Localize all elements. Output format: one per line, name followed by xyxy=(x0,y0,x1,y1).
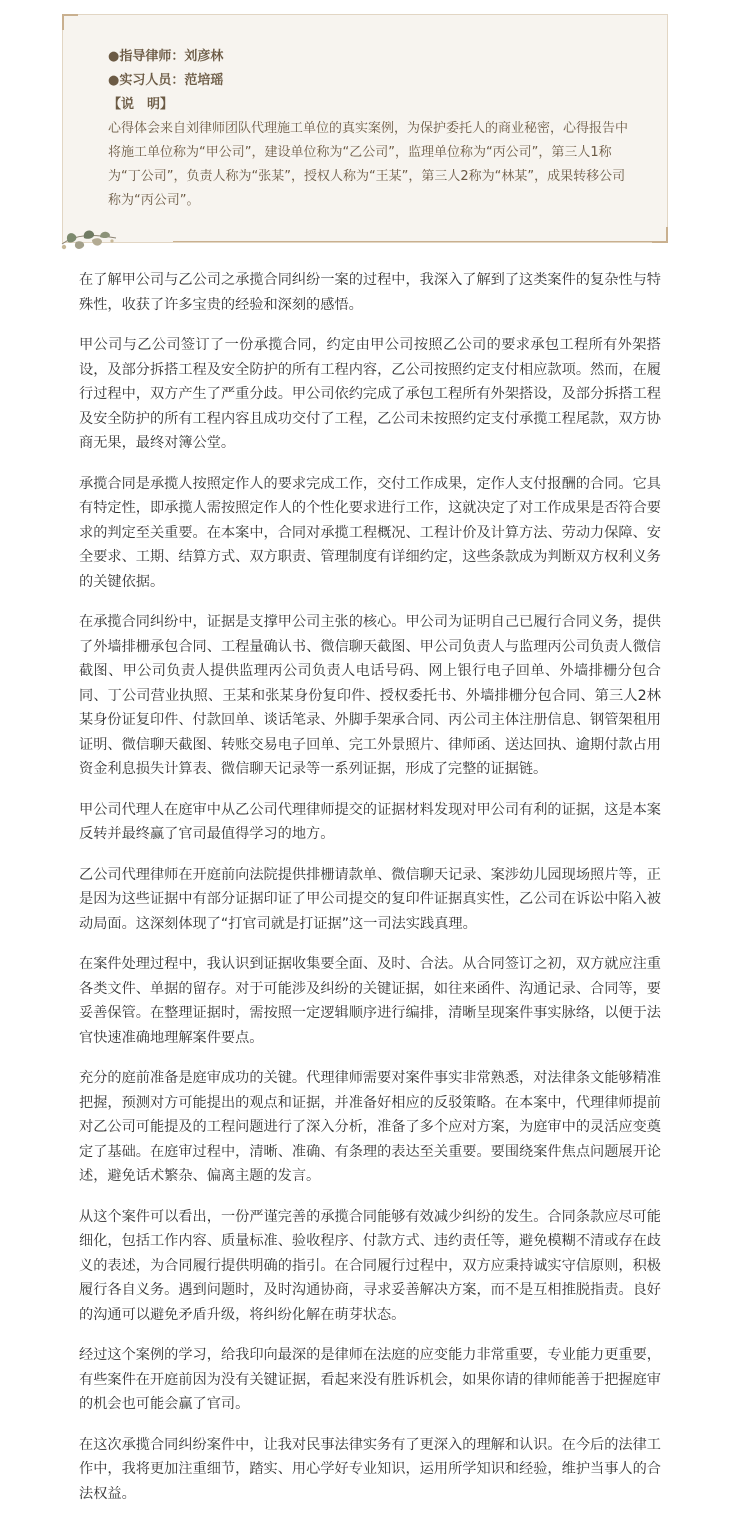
notes-heading: 【说 明】 xyxy=(108,97,174,112)
paragraph: 在案件处理过程中，我认识到证据收集要全面、及时、合法。从合同签订之初，双方就应注重各类文件、单据的留存。对于可能涉及纠纷的关键证据，如往来函件、沟通记录、合同等，要妥善保管。在整理证据时，需按照一定逻辑顺序进行编排，清晰呈现案件事实脉络，以便于法官快速准确地理解案件要点。 xyxy=(79,956,661,1046)
card-corner-top-left xyxy=(62,14,78,30)
paragraph: 承揽合同是承揽人按照定作人的要求完成工作，交付工作成果，定作人支付报酬的合同。它具有特定性，即承揽人需按照定作人的个性化要求进行工作，这就决定了对工作成果是否符合要求的判定至关重要。在本案中，合同对承揽工程概况、工程计价及计算方法、劳动力保障、安全要求、工期、结算方式、双方职责、管理制度有详细约定，这些条款成为判断双方权利义务的关键依据。 xyxy=(79,475,661,590)
card-divider-line xyxy=(173,241,667,242)
paragraph: 乙公司代理律师在开庭前向法院提供排栅请款单、微信聊天记录、案涉幼儿园现场照片等，正是因为这些证据中有部分证据印证了甲公司提交的复印件证据真实性，乙公司在诉讼中陷入被动局面。这深刻体现了“打官司就是打证据”这一司法实践真理。 xyxy=(79,866,661,932)
article-body xyxy=(79,268,661,1522)
notes-text: 心得体会来自刘律师团队代理施工单位的真实案例，为保护委托人的商业秘密，心得报告中将施工单位称为“甲公司”，建设单位称为“乙公司”，监理单位称为“丙公司”，第三人1称为“丁公司”，负责人称为“张某”，授权人称为“王某”，第三人2称为“林某”，成果转移公司称为“丙公司”。 xyxy=(108,121,629,208)
paragraph: 在这次承揽合同纠纷案件中，让我对民事法律实务有了更深入的理解和认识。在今后的法律工作中，我将更加注重细节，踏实、用心学好专业知识，运用所学知识和经验，维护当事人的合法权益。 xyxy=(79,1436,661,1502)
info-card-content xyxy=(108,45,628,213)
info-card xyxy=(62,14,668,243)
leaf-decoration-icon xyxy=(58,226,122,256)
paragraph: 经过这个案例的学习，给我印向最深的是律师在法庭的应变能力非常重要，专业能力更重要，有些案件在开庭前因为没有关键证据，看起来没有胜诉机会，如果你请的律师能善于把握庭审的机会也可能会赢了官司。 xyxy=(79,1347,661,1412)
paragraph: 甲公司与乙公司签订了一份承揽合同，约定由甲公司按照乙公司的要求承包工程所有外架搭设，及部分拆搭工程及安全防护的所有工程内容，乙公司按照约定支付相应款项。然而，在履行过程中，双方产生了严重分歧。甲公司依约完成了承包工程所有外架搭设，及部分拆搭工程及安全防护的所有工程内容且成功交付了工程，乙公司未按照约定支付承揽工程尾款，双方协商无果，最终对簿公堂。 xyxy=(79,337,661,451)
paragraph: 在承揽合同纠纷中，证据是支撑甲公司主张的核心。甲公司为证明自己已履行合同义务，提供了外墙排栅承包合同、工程量确认书、微信聊天截图、甲公司负责人与监理丙公司负责人微信截图、甲公司负责人提供监理丙公司负责人电话号码、网上银行电子回单、外墙排栅分包合同、丁公司营业执照、王某和张某身份复印件、授权委托书、外墙排栅分包合同、第三人2林某身份证复印件、付款回单、谈话笔录、外脚手架承合同、丙公司主体注册信息、钢管架租用证明、微信聊天截图、转账交易电子回单、完工外景照片、律师函、送达回执、逾期付款占用资金利息损失计算表、微信聊天记录等一系列证据，形成了完整的证据链。 xyxy=(79,614,661,777)
advisor-line: ●指导律师：刘彦林 xyxy=(108,49,224,64)
paragraph: 充分的庭前准备是庭审成功的关键。代理律师需要对案件事实非常熟悉，对法律条文能够精准把握，预测对方可能提出的观点和证据，并准备好相应的反驳策略。在本案中，代理律师提前对乙公司可能提及的工程问题进行了深入分析，准备了多个应对方案，为庭审中的灵活应变奠定了基础。在庭审过程中，清晰、准确、有条理的表达至关重要。要围绕案件焦点问题展开论述，避免话术繁杂、偏离主题的发言。 xyxy=(79,1070,661,1184)
paragraph: 从这个案件可以看出，一份严谨完善的承揽合同能够有效减少纠纷的发生。合同条款应尽可能细化，包括工作内容、质量标准、验收程序、付款方式、违约责任等，避免模糊不清或存在歧义的表述，为合同履行提供明确的指引。在合同履行过程中，双方应秉持诚实守信原则，积极履行各自义务。遇到问题时，及时沟通协商，寻求妥善解决方案，而不是互相推脱指责。良好的沟通可以避免矛盾升级，将纠纷化解在萌芽状态。 xyxy=(79,1208,661,1323)
paragraph: 甲公司代理人在庭审中从乙公司代理律师提交的证据材料发现对甲公司有利的证据，这是本案反转并最终赢了官司最值得学习的地方。 xyxy=(79,801,661,842)
paragraph: 在了解甲公司与乙公司之承揽合同纠纷一案的过程中，我深入了解到了这类案件的复杂性与特殊性，收获了许多宝贵的经验和深刻的感悟。 xyxy=(79,272,661,313)
intern-line: ●实习人员：范培瑶 xyxy=(108,73,224,88)
